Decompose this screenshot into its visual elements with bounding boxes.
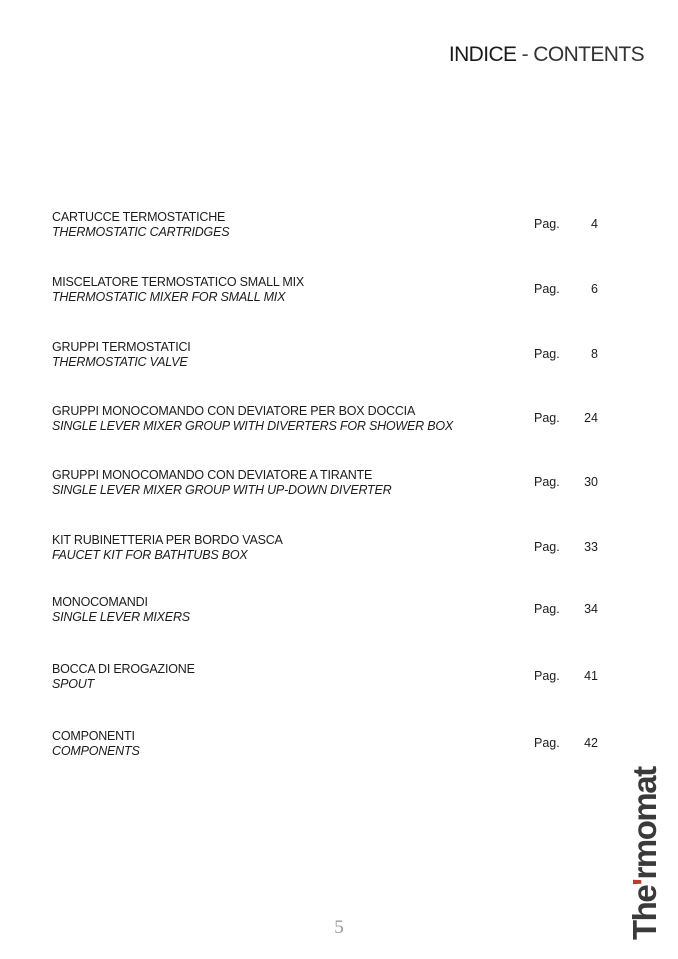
toc-entry[interactable] (52, 595, 612, 629)
toc-entry-page-number: 34 (584, 602, 598, 616)
logo-text-start: The (626, 885, 663, 940)
logo-accent-mark: ' (626, 879, 663, 886)
thermomat-logo (628, 767, 662, 940)
title-contents: CONTENTS (533, 43, 644, 66)
toc-entry-pag-label: Pag. (534, 217, 560, 231)
toc-entry-italian: BOCCA DI EROGAZIONE (52, 662, 195, 676)
page-title (449, 43, 644, 67)
toc-entry[interactable] (52, 275, 612, 309)
toc-entry-italian: KIT RUBINETTERIA PER BORDO VASCA (52, 533, 283, 547)
toc-entry-pag-label: Pag. (534, 347, 560, 361)
toc-entry-english: THERMOSTATIC CARTRIDGES (52, 225, 230, 239)
toc-entry[interactable] (52, 533, 612, 567)
title-indice: INDICE (448, 43, 517, 66)
toc-entry[interactable] (52, 729, 612, 763)
toc-entry-pag-label: Pag. (534, 540, 560, 554)
toc-entry-english: SINGLE LEVER MIXERS (52, 610, 190, 624)
toc-entry-english: THERMOSTATIC MIXER FOR SMALL MIX (52, 290, 286, 304)
toc-entry-pag-label: Pag. (534, 669, 560, 683)
toc-entry-italian: MISCELATORE TERMOSTATICO SMALL MIX (52, 275, 305, 289)
toc-entry-english: SPOUT (52, 677, 95, 691)
toc-entry-page-number: 41 (584, 669, 598, 683)
toc-entry-italian: GRUPPI TERMOSTATICI (52, 340, 191, 354)
toc-entry-italian: GRUPPI MONOCOMANDO CON DEVIATORE A TIRANTE (52, 468, 373, 482)
toc-entry-page-number: 33 (584, 540, 598, 554)
toc-entry-english: THERMOSTATIC VALVE (52, 355, 188, 369)
logo-text-end: rmomat (626, 767, 663, 880)
toc-entry-page-number: 30 (584, 475, 598, 489)
toc-entry-english: SINGLE LEVER MIXER GROUP WITH DIVERTERS FOR SHOWER BOX (52, 419, 454, 433)
toc-entry[interactable] (52, 662, 612, 696)
toc-entry[interactable] (52, 468, 612, 502)
title-separator: - (516, 43, 534, 66)
toc-entry-page-number: 4 (591, 217, 598, 231)
toc-entry-english: SINGLE LEVER MIXER GROUP WITH UP-DOWN DIVERTER (52, 483, 392, 497)
toc-entry-italian: CARTUCCE TERMOSTATICHE (52, 210, 226, 224)
toc-entry[interactable] (52, 210, 612, 244)
toc-entry[interactable] (52, 340, 612, 374)
toc-entry-pag-label: Pag. (534, 282, 560, 296)
toc-entry-page-number: 6 (591, 282, 598, 296)
toc-entry-page-number: 24 (584, 411, 598, 425)
toc-entry-pag-label: Pag. (534, 411, 560, 425)
toc-entry-english: FAUCET KIT FOR BATHTUBS BOX (52, 548, 248, 562)
toc-entry[interactable] (52, 404, 612, 438)
page-number: 5 (334, 917, 344, 938)
toc-entry-page-number: 8 (591, 347, 598, 361)
toc-entry-italian: GRUPPI MONOCOMANDO CON DEVIATORE PER BOX DOCCIA (52, 404, 416, 418)
toc-entry-italian: COMPONENTI (52, 729, 135, 743)
toc-entry-english: COMPONENTS (52, 744, 140, 758)
toc-entry-pag-label: Pag. (534, 475, 560, 489)
toc-entry-pag-label: Pag. (534, 602, 560, 616)
toc-entry-italian: MONOCOMANDI (52, 595, 148, 609)
toc-entry-page-number: 42 (584, 736, 598, 750)
toc-entry-pag-label: Pag. (534, 736, 560, 750)
